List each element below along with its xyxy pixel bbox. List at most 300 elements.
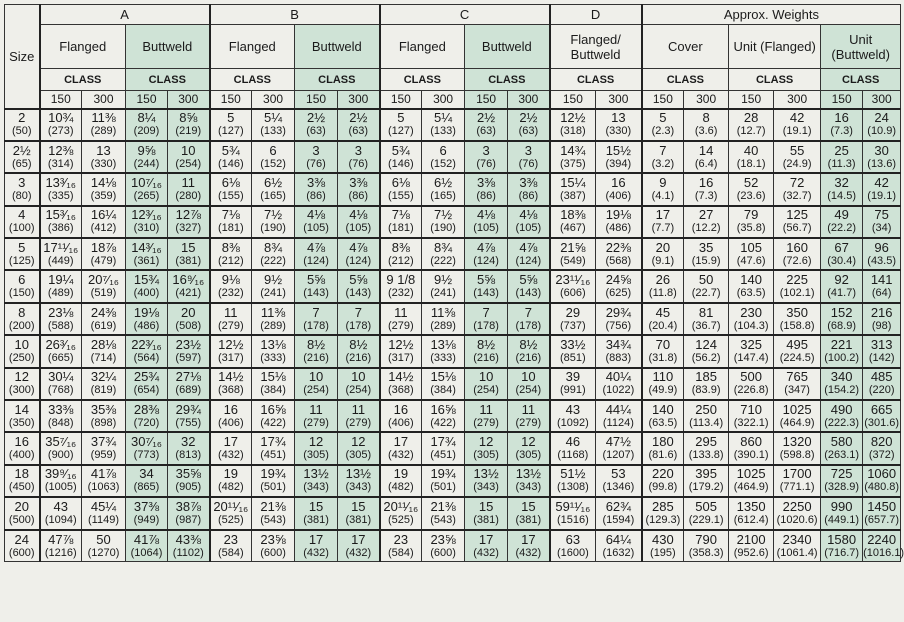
table-row [5, 497, 901, 529]
inch-value: 313 [870, 336, 893, 352]
metric-value: (1064) [130, 546, 163, 559]
value-cell [596, 465, 642, 497]
inch-value: 221 [830, 336, 853, 352]
value-cell [596, 206, 642, 238]
metric-value: (959) [90, 449, 117, 462]
metric-value: (279) [345, 416, 372, 429]
inch-value: 1060 [867, 466, 897, 482]
metric-value: (1149) [88, 513, 119, 526]
metric-value: (317) [388, 351, 414, 364]
inch-value: 17 [521, 531, 536, 547]
inch-value: 6 [269, 142, 277, 158]
value-cell [508, 238, 550, 270]
value-cell [338, 141, 380, 173]
metric-value: (220) [868, 384, 895, 397]
size-cell [5, 465, 40, 497]
metric-value: (756) [605, 319, 632, 332]
inch-value: 53 [611, 466, 626, 482]
inch-value: 6½ [434, 174, 453, 190]
inch-value: 35⁷⁄₁₆ [45, 434, 77, 450]
inch-value: 990 [830, 498, 853, 514]
class-rating-unit-flanged-300: 300 [774, 91, 821, 109]
inch-value: 30⁷⁄₁₆ [131, 434, 162, 450]
metric-value: (124) [473, 254, 499, 267]
metric-value: (1063) [87, 481, 120, 494]
value-cell [82, 303, 126, 335]
inch-value: 12⅞ [175, 207, 201, 223]
inch-value: 9 [659, 174, 667, 190]
value-cell [338, 432, 380, 464]
inch-value: 23 [393, 531, 409, 547]
metric-value: (400) [133, 287, 160, 300]
inch-value: 860 [740, 434, 762, 450]
inch-value: 3⅜ [519, 174, 538, 190]
inch-value: 55 [789, 142, 805, 158]
value-cell [729, 303, 774, 335]
inch-value: 7 [482, 304, 490, 320]
inch-value: 16 [393, 401, 409, 417]
inch-value: 33⅜ [48, 401, 74, 417]
inch-value: 13½ [303, 466, 329, 482]
inch-value: 15 [308, 498, 324, 514]
metric-value: (467) [560, 222, 586, 235]
value-cell [596, 141, 642, 173]
value-cell [465, 465, 508, 497]
size-value: 16 [14, 434, 29, 450]
value-cell [508, 173, 550, 205]
value-cell [596, 400, 642, 432]
value-cell [168, 270, 210, 302]
table-row [5, 400, 901, 432]
inch-value: 35⅜ [90, 401, 117, 417]
inch-value: 42 [874, 174, 889, 190]
value-cell [380, 465, 422, 497]
inch-value: 12½ [560, 110, 586, 126]
sub-header-c-buttweld: Buttweld [465, 25, 550, 69]
metric-value: (387) [560, 189, 586, 202]
metric-value: (501) [260, 481, 286, 494]
value-cell [465, 432, 508, 464]
value-cell [642, 368, 684, 400]
inch-value: 16¼ [90, 207, 117, 223]
metric-value: (406) [605, 189, 632, 202]
value-cell [684, 530, 729, 562]
metric-value: (372) [868, 449, 895, 462]
value-cell [863, 173, 901, 205]
value-cell [550, 109, 596, 141]
metric-value: (9.1) [651, 254, 675, 267]
value-cell [465, 109, 508, 141]
size-value: 14 [14, 401, 29, 417]
value-cell [380, 400, 422, 432]
table-row [5, 465, 901, 497]
value-cell [863, 400, 901, 432]
metric-value: (318) [560, 125, 586, 138]
metric-value: (330) [605, 125, 632, 138]
metric-value: (181) [388, 222, 414, 235]
metric-value: (464.9) [733, 481, 769, 494]
inch-value: 12 [478, 434, 494, 450]
inch-value: 140 [652, 401, 674, 417]
inch-value: 8 [702, 110, 710, 126]
inch-value: 2½ [519, 110, 538, 126]
value-cell [596, 432, 642, 464]
value-cell [508, 400, 550, 432]
value-cell [295, 141, 338, 173]
value-cell [338, 497, 380, 529]
value-cell [774, 141, 821, 173]
inch-value: 1700 [782, 466, 812, 482]
size-metric: (100) [8, 222, 35, 235]
value-cell [168, 400, 210, 432]
metric-value: (155) [217, 189, 244, 202]
metric-value: (406) [217, 416, 244, 429]
metric-value: (86) [518, 189, 539, 202]
metric-value: (18.1) [736, 157, 766, 170]
metric-value: (178) [303, 319, 329, 332]
metric-value: (1092) [556, 416, 589, 429]
value-cell [210, 368, 252, 400]
inch-value: 13⅛ [260, 336, 286, 352]
class-rating-c-flanged-300: 300 [422, 91, 465, 109]
inch-value: 9⅛ [221, 272, 240, 288]
value-cell [550, 173, 596, 205]
metric-value: (619) [90, 319, 117, 332]
metric-value: (406) [388, 416, 414, 429]
metric-value: (98) [871, 319, 892, 332]
class-rating-b-buttweld-300: 300 [338, 91, 380, 109]
value-cell [508, 141, 550, 173]
value-cell [210, 303, 252, 335]
inch-value: 21⅝ [560, 239, 586, 255]
inch-value: 5 [227, 110, 235, 126]
metric-value: (1094) [44, 513, 77, 526]
inch-value: 8½ [519, 336, 538, 352]
value-cell [596, 497, 642, 529]
value-cell [729, 497, 774, 529]
metric-value: (1308) [556, 481, 589, 494]
metric-value: (773) [133, 449, 160, 462]
value-cell [465, 368, 508, 400]
metric-value: (124) [345, 254, 372, 267]
table-row [5, 270, 901, 302]
metric-value: (394) [605, 157, 632, 170]
value-cell [126, 303, 168, 335]
inch-value: 11 [309, 401, 323, 417]
value-cell [465, 270, 508, 302]
class-rating-d-300: 300 [596, 91, 642, 109]
metric-value: (449) [47, 254, 74, 267]
group-header-a: A [40, 5, 210, 25]
value-cell [729, 206, 774, 238]
inch-value: 40¼ [605, 369, 632, 385]
inch-value: 26³⁄₁₆ [45, 336, 77, 352]
value-cell [863, 238, 901, 270]
value-cell [338, 530, 380, 562]
metric-value: (327) [175, 222, 202, 235]
metric-value: (333) [430, 351, 456, 364]
inch-value: 67 [834, 239, 849, 255]
value-cell [684, 238, 729, 270]
metric-value: (143) [303, 287, 329, 300]
metric-value: (23.6) [736, 189, 766, 202]
value-cell [40, 497, 82, 529]
size-metric: (65) [11, 157, 32, 170]
inch-value: 12 [308, 434, 324, 450]
value-cell [252, 497, 295, 529]
metric-value: (358.3) [688, 546, 724, 559]
value-cell [596, 530, 642, 562]
inch-value: 11⅜ [430, 304, 456, 320]
metric-value: (525) [217, 513, 244, 526]
metric-value: (219) [175, 125, 202, 138]
inch-value: 8¾ [434, 239, 453, 255]
metric-value: (181) [217, 222, 244, 235]
metric-value: (63) [306, 125, 326, 138]
size-metric: (450) [8, 481, 35, 494]
value-cell [684, 335, 729, 367]
inch-value: 20¹¹⁄₁₆ [383, 498, 419, 514]
size-metric: (125) [8, 254, 35, 267]
metric-value: (343) [473, 481, 499, 494]
inch-value: 13½ [515, 466, 541, 482]
value-cell [252, 303, 295, 335]
metric-value: (714) [90, 351, 117, 364]
value-cell [338, 206, 380, 238]
metric-value: (381) [345, 513, 372, 526]
value-cell [642, 335, 684, 367]
size-cell [5, 109, 40, 141]
inch-value: 2240 [867, 531, 897, 547]
value-cell [774, 497, 821, 529]
size-metric: (400) [8, 449, 35, 462]
inch-value: 180 [652, 434, 674, 450]
inch-value: 19¾ [430, 466, 456, 482]
class-rating-b-flanged-150: 150 [210, 91, 252, 109]
value-cell [863, 206, 901, 238]
inch-value: 7 [312, 304, 320, 320]
metric-value: (289) [90, 125, 117, 138]
value-cell [774, 368, 821, 400]
size-value: 4 [18, 207, 26, 223]
value-cell [821, 303, 863, 335]
metric-value: (343) [515, 481, 542, 494]
inch-value: 110 [652, 369, 674, 385]
inch-value: 16⁹⁄₁₆ [172, 272, 205, 288]
inch-value: 43 [565, 401, 581, 417]
metric-value: (482) [388, 481, 414, 494]
value-cell [338, 270, 380, 302]
metric-value: (133) [430, 125, 456, 138]
metric-value: (606) [560, 287, 586, 300]
metric-value: (63) [518, 125, 539, 138]
inch-value: 3⅜ [307, 174, 326, 190]
inch-value: 4⅛ [349, 207, 368, 223]
metric-value: (244) [133, 157, 160, 170]
value-cell [380, 109, 422, 141]
metric-value: (222) [430, 254, 456, 267]
value-cell [40, 303, 82, 335]
value-cell [40, 109, 82, 141]
value-cell [422, 109, 465, 141]
inch-value: 23½ [175, 336, 201, 352]
inch-value: 46 [565, 434, 581, 450]
inch-value: 11 [181, 174, 196, 190]
metric-value: (254) [515, 384, 542, 397]
value-cell [295, 497, 338, 529]
value-cell [40, 335, 82, 367]
value-cell [642, 497, 684, 529]
value-cell [252, 206, 295, 238]
metric-value: (305) [515, 449, 542, 462]
inch-value: 13½ [345, 466, 371, 482]
value-cell [508, 432, 550, 464]
inch-value: 225 [786, 272, 808, 288]
metric-value: (124) [303, 254, 329, 267]
value-cell [642, 238, 684, 270]
size-metric: (200) [8, 319, 35, 332]
value-cell [465, 497, 508, 529]
value-cell [642, 530, 684, 562]
metric-value: (952.6) [733, 546, 769, 559]
inch-value: 295 [695, 434, 717, 450]
metric-value: (56.7) [782, 222, 812, 235]
inch-value: 1580 [827, 531, 857, 547]
inch-value: 51½ [560, 466, 586, 482]
metric-value: (41.7) [827, 287, 856, 300]
value-cell [168, 368, 210, 400]
inch-value: 16 [611, 174, 626, 190]
value-cell [596, 368, 642, 400]
size-value: 18 [14, 466, 29, 482]
metric-value: (771.1) [779, 481, 815, 494]
inch-value: 13³⁄₁₆ [45, 174, 77, 190]
inch-value: 16⅝ [430, 401, 456, 417]
metric-value: (361) [133, 254, 160, 267]
metric-value: (432) [388, 449, 414, 462]
inch-value: 4⅞ [519, 239, 538, 255]
class-label-c-flanged: CLASS [380, 69, 465, 91]
inch-value: 35⅝ [175, 466, 201, 482]
value-cell [338, 303, 380, 335]
size-metric: (350) [8, 416, 35, 429]
inch-value: 7½ [264, 207, 283, 223]
inch-value: 4⅛ [519, 207, 538, 223]
value-cell [252, 109, 295, 141]
metric-value: (104.3) [733, 319, 769, 332]
inch-value: 8½ [349, 336, 368, 352]
size-value: 5 [18, 239, 26, 255]
class-label-b-buttweld: CLASS [295, 69, 380, 91]
value-cell [126, 335, 168, 367]
class-label-d: CLASS [550, 69, 642, 91]
metric-value: (232) [388, 287, 414, 300]
inch-value: 105 [740, 239, 762, 255]
inch-value: 17¾ [430, 434, 456, 450]
metric-value: (105) [473, 222, 499, 235]
value-cell [82, 497, 126, 529]
metric-value: (147.4) [733, 351, 769, 364]
value-cell [550, 141, 596, 173]
inch-value: 23 [223, 531, 239, 547]
inch-value: 15½ [605, 142, 632, 158]
table-row [5, 206, 901, 238]
inch-value: 22⅜ [605, 239, 632, 255]
class-label-a-buttweld: CLASS [126, 69, 210, 91]
inch-value: 220 [652, 466, 674, 482]
inch-value: 17 [308, 531, 324, 547]
value-cell [168, 530, 210, 562]
value-cell [168, 303, 210, 335]
inch-value: 8⅜ [391, 239, 410, 255]
value-cell [821, 368, 863, 400]
inch-value: 17 [223, 434, 239, 450]
metric-value: (768) [47, 384, 74, 397]
metric-value: (343) [345, 481, 372, 494]
inch-value: 19⅛ [605, 207, 632, 223]
metric-value: (279) [473, 416, 499, 429]
metric-value: (190) [260, 222, 286, 235]
value-cell [863, 465, 901, 497]
metric-value: (368) [388, 384, 414, 397]
metric-value: (525) [388, 513, 414, 526]
inch-value: 14½ [388, 369, 414, 385]
group-header-c: C [380, 5, 550, 25]
value-cell [82, 173, 126, 205]
inch-value: 17 [351, 531, 366, 547]
metric-value: (359) [90, 189, 117, 202]
metric-value: (13.6) [867, 157, 897, 170]
value-cell [210, 141, 252, 173]
value-cell [422, 497, 465, 529]
value-cell [821, 497, 863, 529]
size-cell [5, 400, 40, 432]
value-cell [380, 270, 422, 302]
value-cell [295, 238, 338, 270]
inch-value: 230 [740, 304, 762, 320]
value-cell [821, 530, 863, 562]
value-cell [596, 270, 642, 302]
table-row [5, 335, 901, 367]
metric-value: (7.3) [830, 125, 853, 138]
value-cell [82, 109, 126, 141]
metric-value: (19.1) [867, 189, 897, 202]
metric-value: (142) [868, 351, 895, 364]
value-cell [422, 270, 465, 302]
inch-value: 15¾ [133, 272, 160, 288]
metric-value: (86) [476, 189, 496, 202]
size-cell [5, 335, 40, 367]
metric-value: (86) [348, 189, 369, 202]
value-cell [422, 368, 465, 400]
value-cell [774, 303, 821, 335]
value-cell [774, 530, 821, 562]
table-row [5, 368, 901, 400]
value-cell [210, 335, 252, 367]
inch-value: 39⁹⁄₁₆ [44, 466, 77, 482]
metric-value: (47.6) [736, 254, 766, 267]
group-header-d: D [550, 5, 642, 25]
inch-value: 47⅞ [48, 531, 74, 547]
value-cell [252, 465, 295, 497]
metric-value: (63) [476, 125, 496, 138]
metric-value: (716.7) [824, 546, 860, 559]
value-cell [821, 109, 863, 141]
metric-value: (1207) [602, 449, 635, 462]
table-row [5, 173, 901, 205]
inch-value: 3⅜ [349, 174, 368, 190]
value-cell [422, 530, 465, 562]
